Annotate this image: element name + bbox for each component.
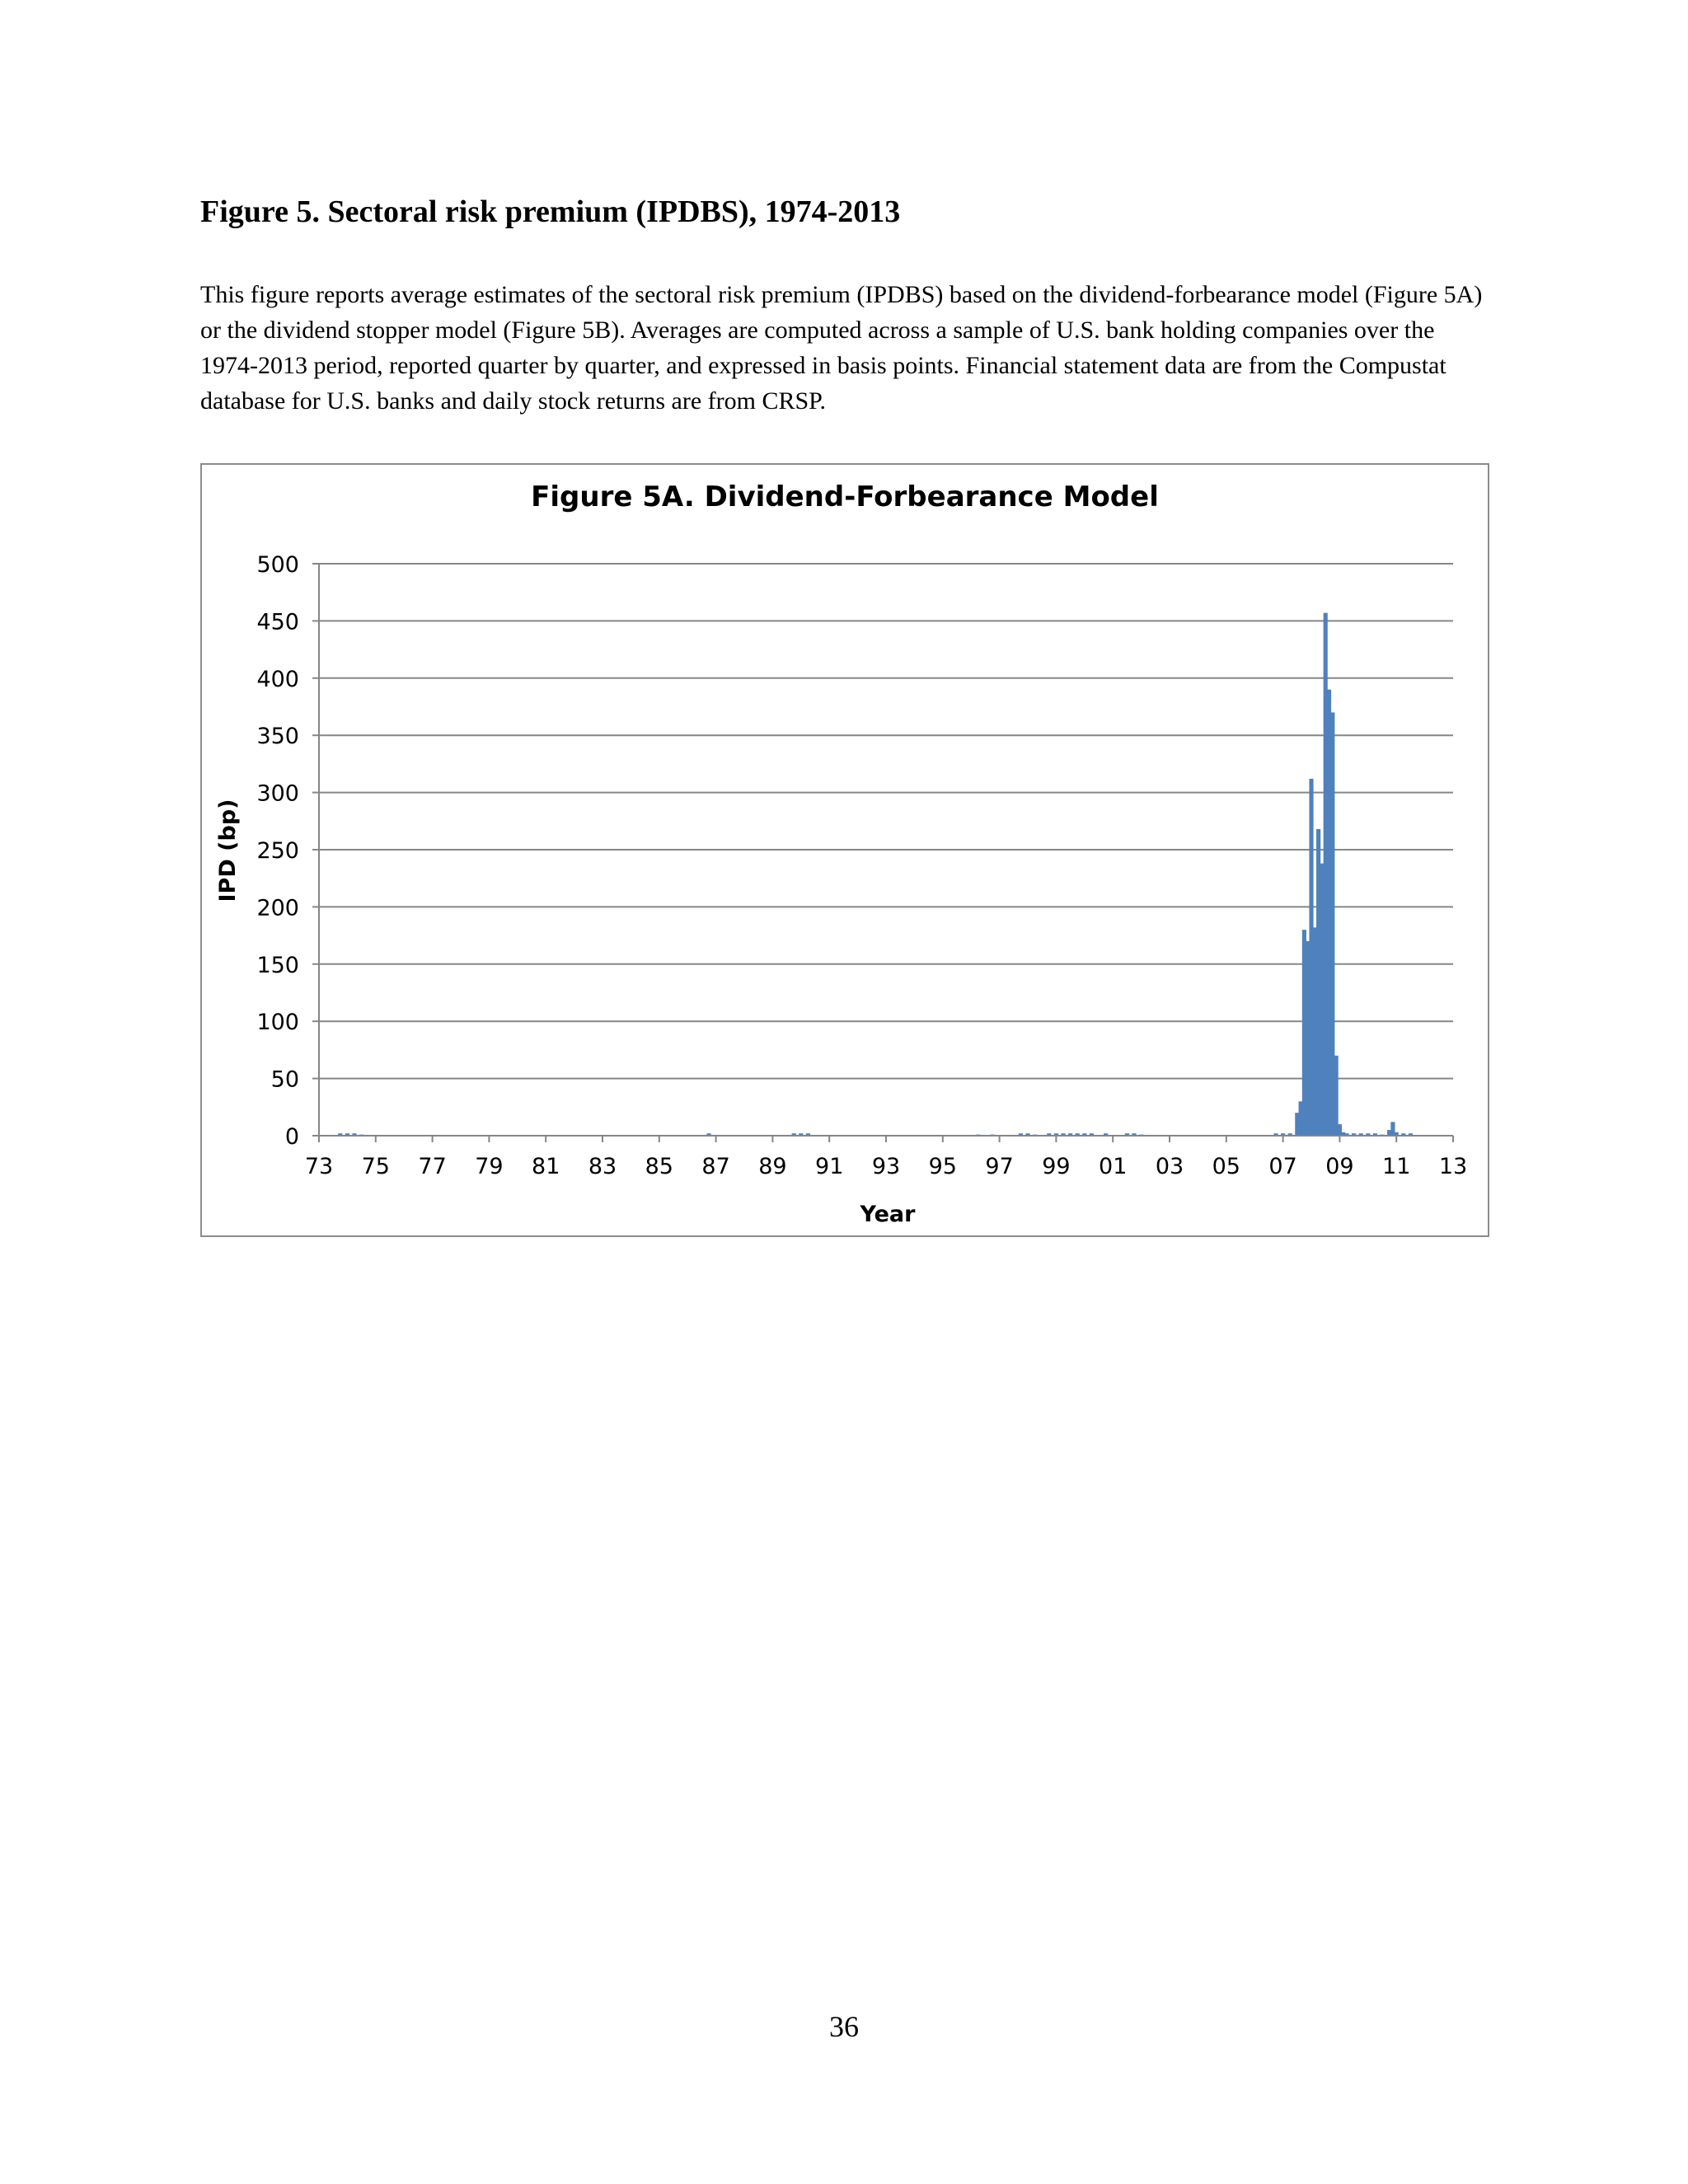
y-tick-label: 450 — [256, 609, 299, 635]
x-tick-label: 01 — [1099, 1154, 1128, 1179]
x-tick-label: 95 — [928, 1154, 957, 1179]
y-tick-label: 50 — [270, 1066, 299, 1093]
x-tick-label: 11 — [1382, 1154, 1411, 1179]
y-tick-labels — [256, 552, 299, 1150]
x-tick-label: 85 — [645, 1154, 673, 1179]
figure-heading: Figure 5. Sectoral risk premium (IPDBS), 1974-2013 — [200, 194, 901, 229]
x-tick-label: 93 — [871, 1154, 901, 1179]
page-number: 36 — [829, 2010, 859, 2043]
x-tick-label: 07 — [1268, 1154, 1297, 1179]
bar-chart — [202, 465, 1488, 1235]
x-tick-labels — [305, 1154, 1467, 1179]
y-axis-label: IPD (bp) — [215, 799, 241, 902]
y-tick-label: 400 — [256, 666, 299, 692]
x-tick-label: 97 — [985, 1154, 1014, 1179]
y-tick-label: 0 — [284, 1124, 299, 1150]
y-tick-label: 150 — [256, 952, 299, 978]
gridlines — [312, 564, 1453, 1136]
x-tick-label: 87 — [701, 1154, 730, 1179]
chart-title: Figure 5A. Dividend-Forbearance Model — [531, 480, 1159, 513]
x-tick-label: 73 — [304, 1154, 334, 1179]
x-axis-label: Year — [860, 1202, 916, 1227]
x-tick-label: 75 — [361, 1154, 390, 1179]
x-tick-label: 81 — [532, 1154, 560, 1179]
axes — [319, 564, 1453, 1142]
x-tick-label: 03 — [1155, 1154, 1184, 1179]
x-tick-label: 99 — [1042, 1154, 1071, 1179]
y-tick-label: 300 — [256, 780, 299, 807]
y-tick-label: 200 — [256, 895, 299, 921]
x-tick-label: 89 — [758, 1154, 787, 1179]
y-tick-label: 350 — [256, 724, 299, 750]
x-tick-label: 13 — [1438, 1154, 1468, 1179]
x-tick-label: 79 — [475, 1154, 504, 1179]
chart-frame — [200, 463, 1489, 1237]
y-tick-label: 100 — [256, 1010, 299, 1036]
x-tick-label: 05 — [1212, 1154, 1240, 1179]
x-tick-label: 09 — [1325, 1154, 1354, 1179]
bars — [338, 613, 1413, 1136]
figure-caption: This figure reports average estimates of the sectoral risk premium (IPDBS) based on the dividend-forbearance model (Figure 5A) or the dividend stopper model (Figure 5B). Averages are computed across a sample of U.S. bank holding companies over the 1974-2013 period, reported quarter by quarter, and expressed in basis points. Financial statement data are from the Compustat database for U.S. banks and daily stock returns are from CRSP. — [200, 281, 1483, 415]
x-tick-label: 83 — [588, 1154, 617, 1179]
bar — [1334, 1056, 1339, 1136]
x-tick-label: 77 — [418, 1154, 447, 1179]
y-tick-label: 250 — [256, 838, 299, 864]
y-tick-label: 500 — [256, 552, 299, 578]
x-tick-label: 91 — [815, 1154, 844, 1179]
